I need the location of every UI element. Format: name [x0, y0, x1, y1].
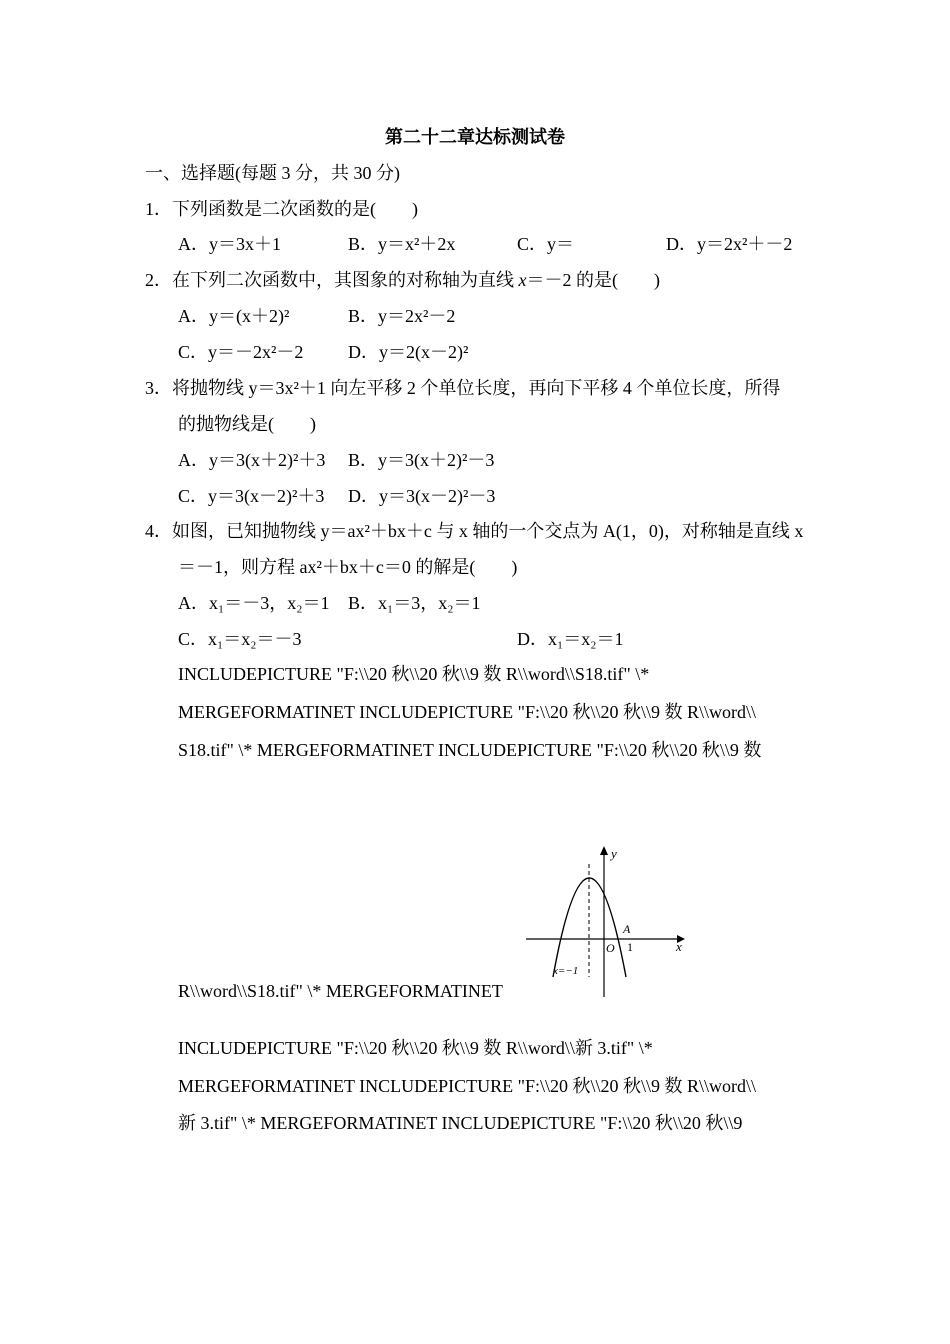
q2-option-b: B．y＝2x²－2: [348, 306, 456, 326]
y-axis-label: y: [611, 846, 617, 861]
field-code-line: R\\word\\S18.tif" \* MERGEFORMATINET: [178, 981, 503, 1001]
q4-option-d: D．x₁＝x₂＝1: [517, 629, 624, 649]
q1-option-a: [178, 233, 281, 255]
origin-label: O: [606, 941, 615, 955]
q3-option-a: A．y＝3(x＋2)²＋3: [178, 450, 326, 470]
q1-option-a-label: A．: [178, 234, 209, 254]
page-title: 第二十二章达标测试卷: [385, 127, 565, 147]
question-3-stem-line2: 的抛物线是( ): [178, 414, 316, 434]
field-code-line: MERGEFORMATINET INCLUDEPICTURE "F:\\20 秋\\20 秋\\9 数 R\\word\\: [178, 702, 757, 722]
q2-option-c: C．y＝－2x²－2: [178, 342, 304, 362]
q1-option-a-text: y＝3x＋1: [209, 234, 281, 254]
q2-option-d: D．y＝2(x－2)²: [348, 342, 469, 362]
q3-option-d: D．y＝3(x－2)²－3: [348, 486, 496, 506]
q1-option-d-text: y＝2x²＋－2: [697, 234, 793, 254]
q1-option-c-label: C．: [517, 234, 548, 254]
q2-stem-pre: 2．在下列二次函数中，其图象的对称轴为直线: [145, 270, 519, 290]
y-axis-arrow-icon: [600, 846, 608, 855]
q2-stem-var: x: [518, 270, 527, 290]
field-code-line: S18.tif" \* MERGEFORMATINET INCLUDEPICTURE "F:\\20 秋\\20 秋\\9 数: [178, 740, 762, 760]
q3-option-c: C．y＝3(x－2)²＋3: [178, 486, 325, 506]
point-a-label: A: [623, 922, 631, 936]
question-4-stem-line2: ＝－1，则方程 ax²＋bx＋c＝0 的解是( ): [178, 557, 518, 577]
q2-option-a: A．y＝(x＋2)²: [178, 306, 290, 326]
question-1-stem: 1．下列函数是二次函数的是( ): [145, 199, 418, 219]
section-heading: 一、选择题(每题 3 分，共 30 分): [145, 163, 400, 183]
field-code-line: MERGEFORMATINET INCLUDEPICTURE "F:\\20 秋\\20 秋\\9 数 R\\word\\: [178, 1076, 757, 1096]
q2-stem-post: ＝－2 的是( ): [526, 270, 660, 290]
question-4-stem-line1: 4．如图，已知抛物线 y＝ax²＋bx＋c 与 x 轴的一个交点为 A(1，0)，对称轴是直线 x: [145, 521, 804, 541]
field-code-line: INCLUDEPICTURE "F:\\20 秋\\20 秋\\9 数 R\\word\\S18.tif" \*: [178, 664, 650, 684]
q3-option-b: B．y＝3(x＋2)²－3: [348, 450, 495, 470]
symmetry-axis-label: x=−1: [553, 965, 579, 977]
parabola-figure: [522, 840, 692, 1000]
q1-option-c-text: y＝: [547, 234, 575, 254]
field-code-line: INCLUDEPICTURE "F:\\20 秋\\20 秋\\9 数 R\\word\\新 3.tif" \*: [178, 1038, 653, 1058]
x-axis-label: x: [676, 939, 682, 954]
question-3-stem-line1: 3．将抛物线 y＝3x²＋1 向左平移 2 个单位长度，再向下平移 4 个单位长度，所得: [145, 378, 781, 398]
q1-option-b-text: y＝x²＋2x: [378, 234, 456, 254]
field-code-line: 新 3.tif" \* MERGEFORMATINET INCLUDEPICTURE "F:\\20 秋\\20 秋\\9: [178, 1113, 743, 1133]
tick-label-1: 1: [627, 940, 633, 954]
q1-option-d: [666, 233, 792, 255]
q1-option-b-label: B．: [348, 234, 379, 254]
question-2-stem: [145, 269, 660, 291]
q4-option-c: C．x₁＝x₂＝－3: [178, 629, 302, 649]
q1-option-d-label: D．: [666, 234, 697, 254]
q4-option-a: A．x₁＝－3，x₂＝1: [178, 593, 330, 613]
q1-option-b: [348, 233, 455, 255]
q1-option-c: [517, 233, 574, 255]
q4-option-b: B．x₁＝3，x₂＝1: [348, 593, 481, 613]
